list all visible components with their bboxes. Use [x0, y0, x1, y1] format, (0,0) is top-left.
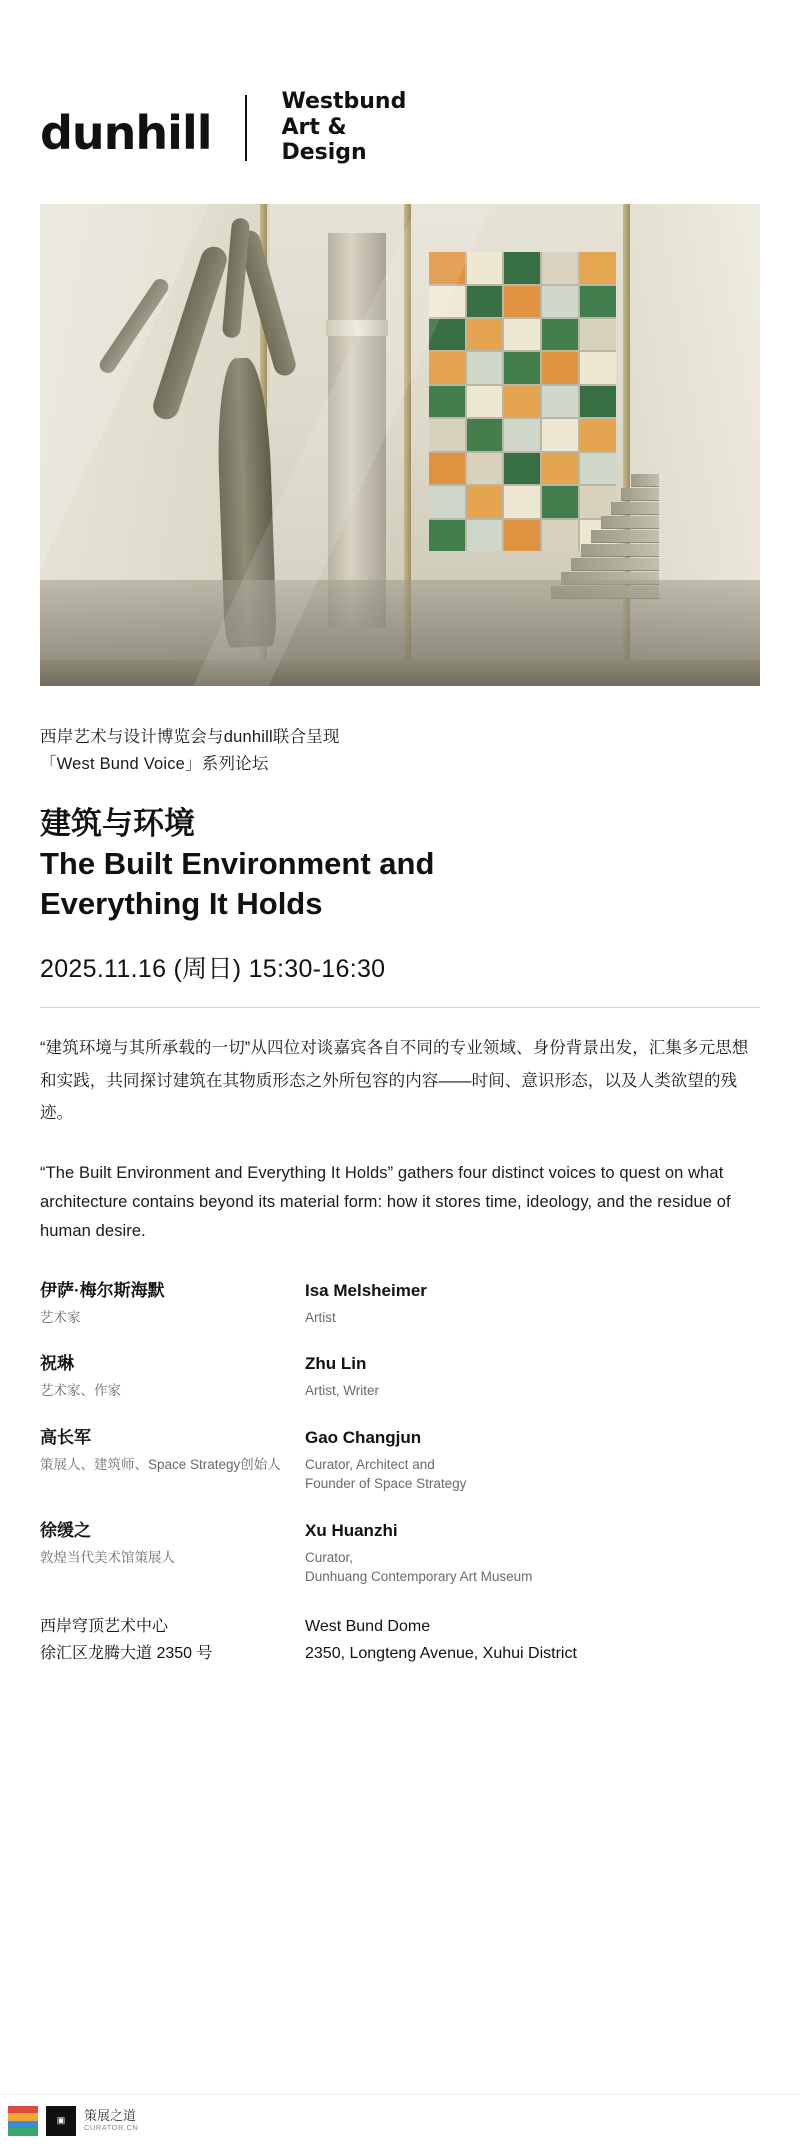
list-item [40, 1353, 760, 1401]
speaker-role-en [305, 1455, 760, 1494]
westbund-logo-line1: Westbund [281, 88, 407, 114]
dunhill-logo: dunhill [40, 105, 212, 160]
speaker-cn-column [40, 1520, 305, 1587]
divider-rule [40, 1007, 760, 1008]
speaker-name-cn: 高长军 [40, 1427, 91, 1447]
logo-divider [245, 95, 247, 161]
westbund-logo-line2: Art & [281, 114, 347, 140]
event-datetime: 2025.11.16 (周日) 15:30-16:30 [40, 955, 386, 984]
list-item [40, 1280, 760, 1328]
speaker-name-en: Isa Melsheimer [305, 1280, 427, 1300]
speaker-en-column [305, 1280, 760, 1328]
description-en: “The Built Environment and Everything It Holds” gathers four distinct voices to quest on what architecture contains beyond its material form: how it stores time, ideology, and the residue of human desire. [40, 1163, 731, 1240]
kicker-line-2: 「West Bund Voice」系列论坛 [40, 755, 269, 774]
kicker-line-1: 西岸艺术与设计博览会与dunhill联合呈现 [40, 728, 340, 746]
speaker-role-en-line2: Dunhuang Contemporary Art Museum [305, 1569, 533, 1585]
speaker-cn-column [40, 1280, 305, 1328]
westbund-art-design-logo [281, 89, 406, 167]
list-item [40, 1520, 760, 1587]
color-swatches [8, 2106, 38, 2136]
speaker-role-en-line1: Artist, Writer [305, 1383, 379, 1399]
list-item [40, 1427, 760, 1494]
title-cn: 建筑与环境 [40, 806, 195, 842]
venue-block [40, 1613, 760, 1667]
speaker-name-en: Gao Changjun [305, 1427, 422, 1447]
content-area [0, 724, 800, 1667]
speaker-role-en-line1: Artist [305, 1309, 336, 1325]
speaker-name-en: Zhu Lin [305, 1354, 367, 1374]
hero-image [40, 204, 760, 686]
speaker-name-cn: 伊萨·梅尔斯海默 [40, 1280, 165, 1300]
speaker-role-cn: 策展人、建筑师、Space Strategy创始人 [40, 1456, 281, 1472]
venue-en-column [305, 1613, 760, 1667]
speaker-cn-column [40, 1353, 305, 1401]
staircase-model [549, 439, 659, 599]
image-base-band [40, 660, 760, 686]
title-en-line1: The Built Environment and [40, 846, 435, 882]
speaker-name-cn: 徐缓之 [40, 1520, 91, 1540]
footer-bar [0, 2094, 800, 2146]
speaker-role-cn: 敦煌当代美术馆策展人 [40, 1549, 175, 1565]
kicker-block [40, 724, 760, 778]
speaker-role-cn: 艺术家 [40, 1309, 81, 1325]
account-name-en: CURATOR.CN [84, 2122, 139, 2132]
venue-address-en: 2350, Longteng Avenue, Xuhui District [305, 1644, 577, 1662]
venue-cn-column [40, 1613, 305, 1667]
concrete-column [328, 233, 386, 628]
speaker-role-en [305, 1548, 760, 1587]
description-cn: “建筑环境与其所承载的一切”从四位对谈嘉宾各自不同的专业领域、身份背景出发，汇集多元思想和实践，共同探讨建筑在其物质形态之外所包容的内容——时间、意识形态，以及人类欲望的残迹。 [40, 1039, 749, 1122]
hero-scene [40, 204, 760, 686]
speaker-role-en [305, 1381, 760, 1401]
title-en-line2: Everything It Holds [40, 885, 323, 921]
speaker-role-cn: 艺术家、作家 [40, 1383, 121, 1399]
account-name-cn: 策展之道 [84, 2107, 137, 2123]
speaker-role-en-line1: Curator, Architect and [305, 1456, 435, 1472]
speaker-en-column [305, 1520, 760, 1587]
speaker-name-cn: 祝琳 [40, 1354, 74, 1374]
venue-name-cn: 西岸穹顶艺术中心 [40, 1617, 169, 1635]
speaker-en-column [305, 1427, 760, 1494]
speaker-name-en: Xu Huanzhi [305, 1520, 398, 1540]
speaker-role-en-line2: Founder of Space Strategy [305, 1476, 467, 1492]
speaker-en-column [305, 1353, 760, 1401]
account-name-block [84, 2109, 138, 2133]
venue-name-en: West Bund Dome [305, 1617, 431, 1635]
header-logos [0, 0, 800, 166]
westbund-logo-line3: Design [281, 140, 367, 166]
speaker-role-en-line1: Curator, [305, 1549, 354, 1565]
speaker-role-en [305, 1308, 760, 1328]
account-avatar-icon: ▣ [46, 2106, 76, 2136]
speaker-cn-column [40, 1427, 305, 1494]
page-title [40, 804, 760, 923]
speaker-list [40, 1280, 760, 1587]
venue-address-cn: 徐汇区龙腾大道 2350 号 [40, 1644, 213, 1662]
